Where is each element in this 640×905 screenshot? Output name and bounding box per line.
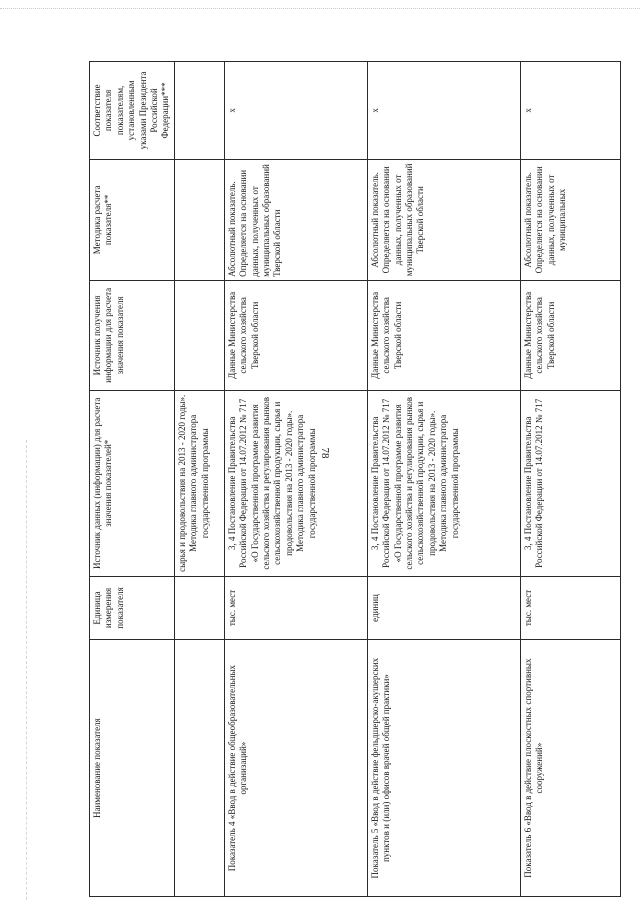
cell-unit: тыс. мест — [520, 576, 620, 640]
cell-compliance: x — [367, 62, 520, 160]
header-source-info: Источник получения информации для расчета значения показателя — [90, 280, 175, 390]
cell-method — [174, 159, 224, 280]
cell-name: Показатель 4 «Ввод в действие общеобразовательных организаций» — [224, 640, 367, 897]
indicators-table — [89, 61, 621, 897]
scan-edge-left — [26, 440, 28, 900]
page-number: 78 — [319, 447, 331, 459]
cell-source-data: 3, 4 Постановление Правительства Российской Федерации от 14.07.2012 № 717 — [520, 390, 620, 576]
cell-unit — [174, 576, 224, 640]
cell-source-info: Данные Министерства сельского хозяйства Тверской области — [367, 280, 520, 390]
cell-source-data: сырья и продовольствия на 2013 - 2020 годы». Методика главного администратора государственной программы — [174, 390, 224, 576]
cell-unit: единиц — [367, 576, 520, 640]
header-source-data: Источник данных (информации) для расчета значения показателей* — [90, 390, 175, 576]
cell-method: Абсолютный показатель. Определяется на основании данных, полученных от муниципальных образований Тверской области — [367, 159, 520, 280]
cell-compliance: x — [224, 62, 367, 160]
cell-method: Абсолютный показатель. Определяется на основании данных, полученных от муниципальных — [520, 159, 620, 280]
header-method: Методика расчета показателя** — [90, 159, 175, 280]
cell-source-data: 3, 4 Постановление Правительства Российской Федерации от 14.07.2012 № 717 «О Государственной программе развития сельского хозяйства и регулирования рынков сельскохозяйственной продукции, сырья и продовольствия на 2013 - 2020 годы». Методика главного администратора государственной программы — [367, 390, 520, 576]
cell-name: Показатель 5 «Ввод в действие фельдшерско-акушерских пунктов и (или) офисов врачей общей практики» — [367, 640, 520, 897]
table-row — [224, 62, 367, 897]
cell-source-info — [174, 280, 224, 390]
header-unit: Единица измерения показателя — [90, 576, 175, 640]
table-row — [520, 62, 620, 897]
header-compliance: Соответствие показателя показателям, установленным указами Президента Российской Федерации*** — [90, 62, 175, 160]
rotated-table-wrapper — [89, 61, 612, 897]
scan-edge-top — [0, 0, 640, 9]
cell-name — [174, 640, 224, 897]
cell-compliance — [174, 62, 224, 160]
header-name: Наименование показателя — [90, 640, 175, 897]
cell-source-info: Данные Министерства сельского хозяйства Тверской области — [520, 280, 620, 390]
header-row — [90, 62, 175, 897]
table-row — [174, 62, 224, 897]
cell-unit: тыс. мест — [224, 576, 367, 640]
cell-method: Абсолютный показатель. Определяется на основании данных, полученных от муниципальных образований Тверской области — [224, 159, 367, 280]
cell-source-info: Данные Министерства сельского хозяйства Тверской области — [224, 280, 367, 390]
table-row — [367, 62, 520, 897]
cell-source-data: 3, 4 Постановление Правительства Российской Федерации от 14.07.2012 № 717 «О Государственной программе развития сельского хозяйства и регулирования рынков сельскохозяйственной продукции, сырья и продовольствия на 2013 - 2020 годы». Методика главного администратора государственной программы — [224, 390, 367, 576]
cell-name: Показатель 6 «Ввод в действие плоскостных спортивных сооружений» — [520, 640, 620, 897]
cell-compliance: x — [520, 62, 620, 160]
